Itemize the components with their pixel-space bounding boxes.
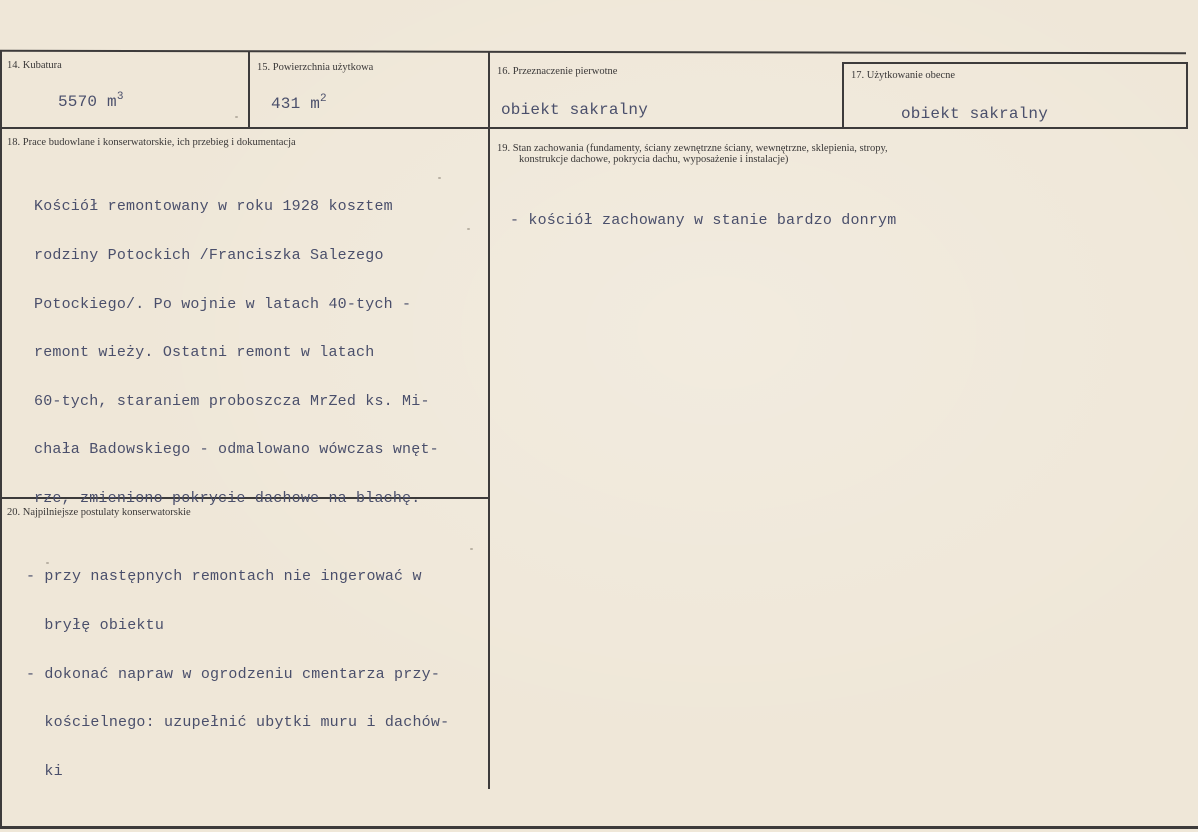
field-20-line: ki (26, 762, 63, 780)
field-17-value: obiekt sakralny (901, 105, 1049, 123)
field-15-unit-sup: 2 (320, 93, 327, 105)
field-16-label: 16. Przeznaczenie pierwotne (497, 66, 618, 77)
paper-speck (438, 177, 441, 179)
paper-speck (46, 562, 49, 564)
divider-16-17 (842, 62, 844, 128)
bottom-rule (0, 826, 1198, 829)
field-19-label-line1: 19. Stan zachowania (fundamenty, ściany zewnętrzne ściany, wewnętrzne, sklepienia, stropy, (497, 143, 888, 154)
paper-speck (235, 116, 238, 118)
field-14-label: 14. Kubatura (7, 60, 62, 71)
field-20-line: - przy następnych remontach nie ingerować w (26, 568, 422, 586)
field-18-line: Kościół remontowany w roku 1928 kosztem (34, 198, 393, 216)
field-14-value (58, 91, 124, 111)
field-18-line: Potockiego/. Po wojnie w latach 40-tych - (34, 295, 412, 313)
field-19-line: - kościół zachowany w stanie bardzo donrym (510, 212, 897, 230)
field-18-line: rze, zmieniono pokrycie dachowe na blachę. (34, 490, 421, 508)
field-18-text (34, 167, 439, 540)
field-19-text (510, 181, 896, 262)
field-15-label: 15. Powierzchnia użytkowa (257, 62, 374, 73)
field-20-label: 20. Najpilniejsze postulaty konserwatorskie (7, 507, 191, 518)
field-19-label-line2: konstrukcje dachowe, pokrycia dachu, wyposażenie i instalacje) (519, 154, 789, 165)
field-18-label: 18. Prace budowlane i konserwatorskie, ich przebieg i dokumentacja (7, 137, 296, 148)
field-14-unit-sup: 3 (116, 91, 124, 103)
field-20-line: kościelnego: uzupełnić ubytki muru i dachów- (26, 714, 450, 732)
left-border (0, 51, 2, 829)
field-20-text (26, 537, 449, 812)
field-14-value-text: 5570 m (58, 93, 117, 111)
field-18-line: chała Badowskiego - odmalowano wówczas wnęt- (34, 441, 439, 459)
right-border (1186, 62, 1188, 128)
field-20-line: - dokonać napraw w ogrodzeniu cmentarza przy- (26, 665, 441, 683)
field-20-line: bryłę obiektu (26, 617, 165, 635)
field-15-value (271, 93, 327, 113)
field-16-value: obiekt sakralny (501, 101, 649, 119)
field-18-line: remont wieży. Ostatni remont w latach (34, 344, 375, 362)
paper-speck (470, 548, 473, 550)
divider-14-15 (248, 51, 250, 128)
paper-speck (467, 228, 470, 230)
field-18-line: rodziny Potockich /Franciszka Salezego (34, 247, 384, 265)
top-rule (0, 50, 1186, 54)
field-15-value-text: 431 m (271, 95, 321, 113)
field-17-label: 17. Użytkowanie obecne (851, 70, 956, 81)
f17-top-rule (842, 62, 1186, 64)
divider-15-16 (488, 51, 490, 789)
field-18-line: 60-tych, staraniem proboszcza MrZed ks. Mi- (34, 392, 430, 410)
row1-bottom-rule (0, 127, 1188, 129)
